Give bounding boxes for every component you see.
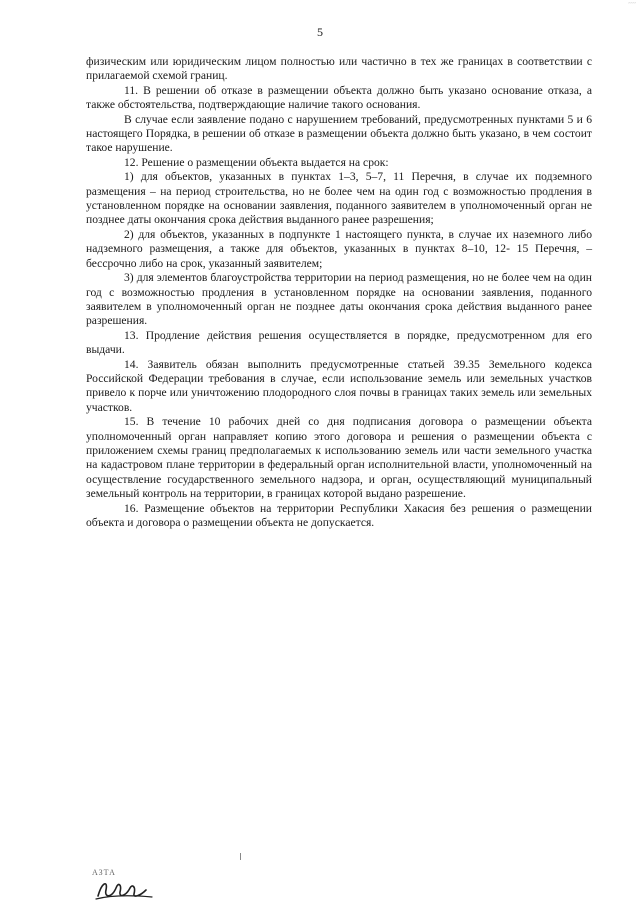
scan-mark (240, 853, 241, 860)
paragraph: В случае если заявление подано с нарушением требований, предусмотренных пунктами 5 и 6 настоящего Порядка, в решении об отказе в размещении объекта должно быть указано, в чем состоит такое нарушение. (86, 112, 592, 155)
paragraph: 3) для элементов благоустройства территории на период размещения, но не более чем на один год с возможностью продления в установленном порядке на основании заявления, поданного заявителем в уполномоченный орган не позднее даты окончания срока действия выданного ранее разрешения. (86, 271, 592, 328)
paragraph: 12. Решение о размещении объекта выдается на срок: (124, 155, 389, 169)
paragraph: 1) для объектов, указанных в пунктах 1–3, 5–7, 11 Перечня, в случае их подземного размещения – на период строительства, но не более чем на один год с возможностью продления в установленном порядке на основании заявления, поданного заявителем в уполномоченный орган не позднее даты окончания срока действия выданного ранее разрешения; (86, 170, 592, 227)
paragraph: 14. Заявитель обязан выполнить предусмотренные статьей 39.35 Земельного кодекса Российской Федерации требования в случае, если использование земель или земельных участков привело к порче или уничтожению плодородного слоя почвы в границах таких земель или земельных участков. (86, 357, 592, 414)
paragraph: 13. Продление действия решения осуществляется в порядке, предусмотренном для его выдачи. (86, 328, 592, 357)
paragraph: 2) для объектов, указанных в подпункте 1 настоящего пункта, в случае их наземного либо надземного размещения, а также для объектов, указанных в пунктах 8–10, 12- 15 Перечня, – бессрочно либо на срок, указанный заявителем; (86, 227, 592, 270)
paragraph: физическим или юридическим лицом полностью или частично в тех же границах в соответствии с прилагаемой схемой границ. (86, 55, 592, 83)
paragraph: 16. Размещение объектов на территории Республики Хакасия без решения о размещении объекта и договора о размещении объекта не допускается. (86, 501, 592, 529)
stamp-text: АЗТА (92, 868, 116, 877)
paragraph: 11. В решении об отказе в размещении объекта должно быть указано основание отказа, а также обстоятельства, подтверждающие наличие такого основания. (86, 83, 592, 112)
corner-mark: ʼʼʼʼ (628, 2, 636, 8)
page-number: 5 (317, 25, 323, 39)
signature-icon (94, 876, 154, 902)
document-body (86, 55, 592, 530)
paragraph: 15. В течение 10 рабочих дней со дня подписания договора о размещении объекта уполномоченный орган направляет копию этого договора и решения о размещении объекта с приложением схемы границ предполагаемых к использованию земель или части земельного участка на кадастровом плане территории в федеральный орган исполнительной власти, уполномоченный на осуществление государственного земельного надзора, и орган, осуществляющий муниципальный земельный контроль на территории, в границах которой выдано разрешение. (86, 415, 592, 501)
